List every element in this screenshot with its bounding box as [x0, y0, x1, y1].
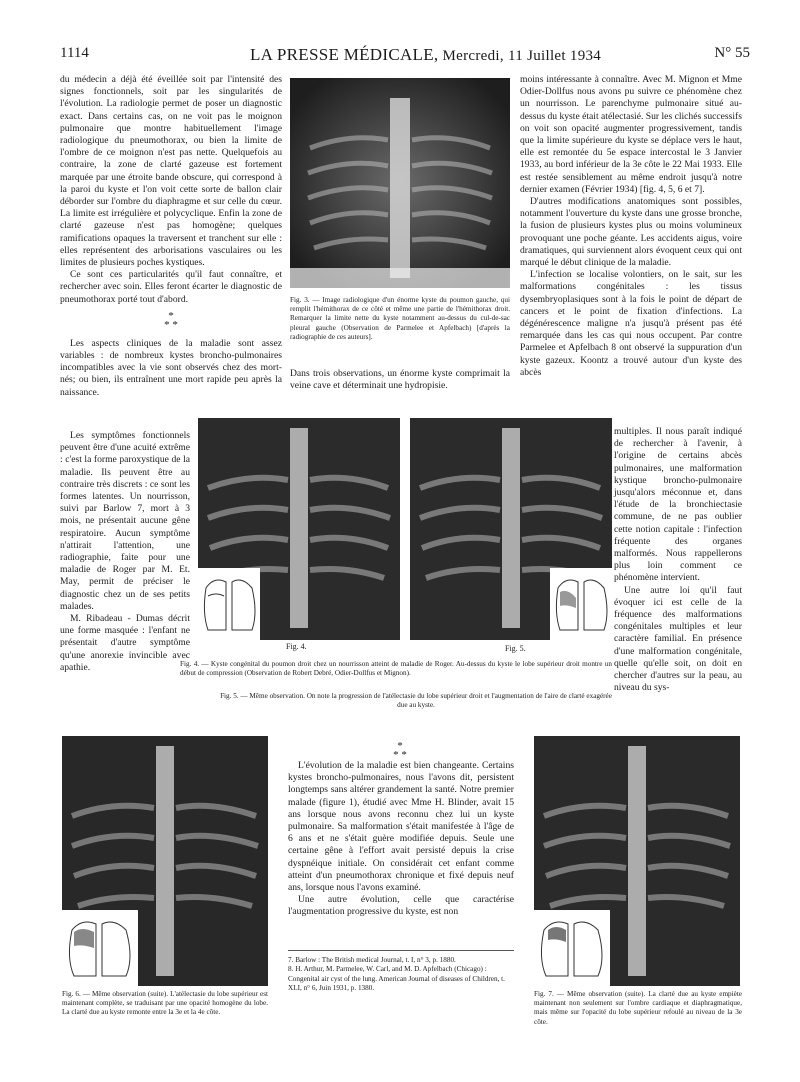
section-separator: * * *: [393, 740, 407, 761]
figure-4-caption: Fig. 4. — Kyste congénital du poumon droit chez un nourrisson atteint de maladie de Roger. Au-dessus du kyste le lobe supérieur droit montre un début de compression (Observation de Robert Debré, Odier-Dollfus et Mignon).: [180, 660, 612, 678]
paragraph: L'infection se localise volontiers, on le sait, sur les malformations congénitales : les tissus dysembryoplasiques sont à la fois le point de départ de cancers et le point de fixation d'infections. La dégénérescence maligne n'a jusqu'à présent pas été remarquée dans les cas qui nous occupent. Par contre Parmelee et Apfelbach 8 ont observé la suppuration d'un kyste gazeux. Koontz a trouvé autour d'un kyste des abcès: [520, 269, 742, 378]
paragraph: D'autres modifications anatomiques sont possibles, notamment l'ouverture du kyste dans une grosse bronche, la fusion de plusieurs kystes plus ou moins volumineux provoquant une poche géante. Les accidents aigus, voire dramatiques, qui surviennent alors évoquent ceux qui ont marqué le début clinique de la maladie.: [520, 196, 742, 269]
paragraph: moins intéressante à connaître. Avec M. Mignon et Mme Odier-Dollfus nous avons pu suivre ce phénomène chez un nourrisson. Le parenchyme pulmonaire situé au-dessus du kyste était atélectasié. Sur les clichés successifs on voit son opacité augmenter progressivement, tandis que la limite supérieure du kyste se déplace vers le haut, elle est remontée du 5e espace intercostal le 3 Janvier 1933, au bord inférieur de la 3e côte le 22 Mai 1933. Elle est restée sensiblement au même endroit jusqu'à notre dernier examen (Février 1934) [fig. 4, 5, 6 et 7].: [520, 74, 742, 195]
figure-7-caption: Fig. 7. — Même observation (suite). La clarté due au kyste empiète maintenant non seulement sur l'ombre cardiaque et diaphragmatique, mais même sur l'opacité du lobe supérieur refoulé au niveau de la 3e côte.: [534, 990, 742, 1026]
figure-6-radiograph: [62, 736, 268, 986]
figure-5-diagram-inset: [550, 568, 612, 640]
column-3-narrow: [614, 426, 742, 694]
paragraph: Une autre évolution, celle que caractérise l'augmentation progressive du kyste, est non: [288, 894, 514, 918]
page-number: 1114: [60, 45, 89, 61]
paragraph: L'évolution de la maladie est bien changeante. Certains kystes broncho-pulmonaires, nous l'avons dit, persistent longtemps sans altérer grandement la santé. Notre premier malade (figure 1), étudié avec Mme H. Blinder, avait 15 ans lorsque nous avons reconnu chez lui un kyste pulmonaire. Sa malformation s'était manifestée à l'âge de 6 ans et ne s'était guère modifiée depuis. Seule une certaine gêne à l'effort avait persisté depuis la crise dyspnéique initiale. On considérait cet enfant comme atteint d'un pneumothorax chronique et fixé depuis neuf ans, lorsque nous l'avons examiné.: [288, 760, 514, 894]
figure-5-radiograph: [410, 418, 612, 640]
footnote-rule: [288, 950, 514, 951]
figure-4-diagram-inset: [198, 568, 260, 640]
column-2-text: Dans trois observations, un énorme kyste comprimait la veine cave et déterminait une hydropisie.: [290, 368, 510, 392]
section-separator: * * *: [164, 309, 178, 331]
issue-number: N° 55: [714, 45, 750, 61]
paragraph: Les aspects cliniques de la maladie sont assez variables : de nombreux kystes broncho-pulmonaires incompatibles avec la vie sont observés chez des mort-nés; ou bien, ils entraînent une mort rapide peu après la naissance.: [60, 337, 282, 398]
footnote-8: 8. H. Arthur, M. Parmelee, W. Carl, and M. D. Apfelbach (Chicago) : Congenital air cyst of the lung. American Journal of diseases of Children, t. XLI, n° 6, Juin 1931, p. 1380.: [288, 965, 505, 992]
bottom-center-text: [288, 760, 514, 919]
paragraph: Les symptômes fonctionnels peuvent être d'une acuité extrême : c'est la forme paroxystique de la maladie. Ils peuvent être au contraire très discrets : ce sont les formes latentes. Un nourrisson, suivi par Barlow 7, mort à 3 mois, ne présentait aucune gêne respiratoire. Aucun symptôme n'attirait l'attention, une radiographie, faite pour une maladie de Roger par M. Et. May, permit de préciser le diagnostic chez un de ses petits malades.: [60, 430, 190, 612]
column-1-top: [60, 74, 282, 399]
footnotes: [288, 956, 514, 993]
figure-7-radiograph: [534, 736, 740, 986]
figure-4-label: Fig. 4.: [286, 642, 307, 651]
figure-6-caption: Fig. 6. — Même observation (suite). L'atélectasie du lobe supérieur est maintenant complète, se traduisant par une opacité homogène du lobe. La clarté due au kyste remonte entre la 3e et la 4e côte.: [62, 990, 268, 1017]
paragraph: multiples. Il nous paraît indiqué de rechercher à l'avenir, à l'origine de certains abcès pulmonaires, une malformation kystique broncho-pulmonaire jusqu'alors méconnue et, dans l'étude de la bronchiectasie commune, de ne pas oublier cette notion capitale : l'infection fréquente des organes malformés. Nous rappellerons plus loin comment ce phénomène intervient.: [614, 426, 742, 584]
paragraph: M. Ribadeau - Dumas décrit une forme masquée : l'enfant ne présentait d'autre symptôme qu'une anorexie invincible avec apathie.: [60, 613, 190, 673]
figure-7-diagram-inset: [534, 910, 610, 986]
footnote-7: 7. Barlow : The British medical Journal, t. I, n° 3, p. 1880.: [288, 956, 456, 964]
paragraph: Ce sont ces particularités qu'il faut connaître, et rechercher avec soin. Elles feront écarter le diagnostic de pneumothorax porté tout d'abord.: [60, 269, 282, 305]
figure-6-diagram-inset: [62, 910, 138, 986]
paragraph: Une autre loi qu'il faut évoquer ici est celle de la fréquence des malformations congénitales multiples et leur caractère familial. En présence d'une malformation congénitale, quelle qu'elle soit, on doit en chercher d'autres sur la peau, au niveau du sys-: [614, 584, 742, 694]
page-header: [60, 45, 750, 67]
figure-3-radiograph: [290, 78, 510, 288]
column-1-narrow: [60, 430, 190, 674]
paragraph: du médecin a déjà été éveillée soit par l'intensité des signes fonctionnels, soit par les singularités de l'évolution. La radiologie permet de poser un diagnostic exact. Dans certains cas, on ne voit pas le moignon pulmonaire que montre habituellement l'image radiologique du pneumothorax, ou bien la limite de l'ombre de ce moignon n'est pas nette. Quelquefois au contraire, la zone de clarté gazeuse est fortement marquée par une étroite bande obscure, qui correspond à la paroi du kyste et l'on voit cette sorte de ballon clair déborder sur l'ombre du diaphragme et sur celle du cœur. La limite est irrégulière et polycyclique. Enfin la zone de clarté gazeuse n'est pas homogène; quelques ramifications opaques la traversent et tranchent sur elle : elles représentent des arborisations vasculaires ou les limites de plusieurs poches kystiques.: [60, 74, 282, 269]
column-3-top: [520, 74, 742, 379]
journal-title: LA PRESSE MÉDICALE, Mercredi, 11 Juillet 1934: [250, 45, 602, 64]
figure-5-label: Fig. 5.: [505, 644, 526, 653]
figure-4-radiograph: [198, 418, 400, 640]
issue-date: Mercredi, 11 Juillet 1934: [442, 48, 602, 64]
figure-5-caption: Fig. 5. — Même observation. On note la progression de l'atélectasie du lobe supérieur droit et l'augmentation de l'aire de clarté exagérée due au kyste.: [220, 692, 612, 710]
figure-3-caption: Fig. 3. — Image radiologique d'un énorme kyste du poumon gauche, qui remplit l'hémithorax de ce côté et même une partie de l'hémithorax droit. Remarquer la limite nette du kyste notamment au-dessus du cul-de-sac pleural gauche (Observation de Parmelee et Apfelbach) [d'après la radiographie de ces auteurs].: [290, 296, 510, 341]
